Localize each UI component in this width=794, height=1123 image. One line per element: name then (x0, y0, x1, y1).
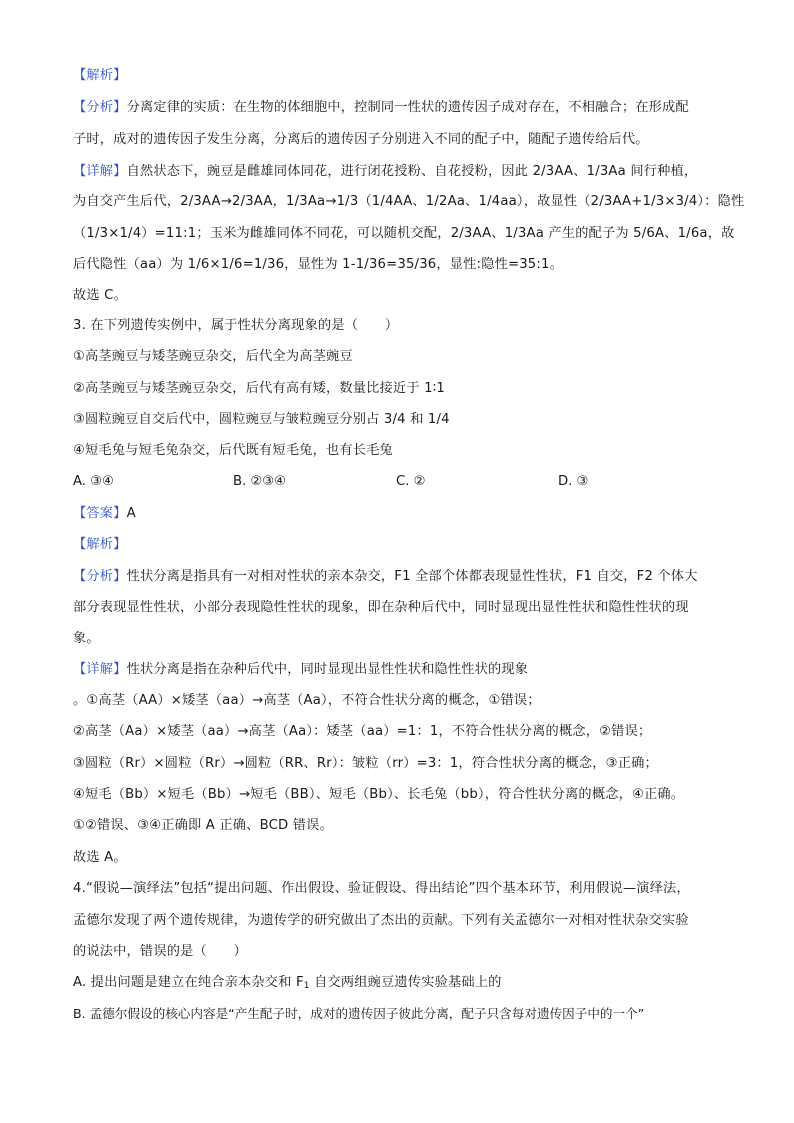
detail-line: 后代隐性（aa）为 1/6×1/6=1/36，显性为 1-1/36=35/36，显性:隐性=35:1。 (73, 257, 564, 272)
analysis-line: 部分表现显性性状，小部分表现隐性性状的现象，即在杂种后代中，同时显现出显性性状和隐性性状的现 (73, 600, 689, 615)
analysis-line: 【分析】性状分离是指具有一对相对性状的亲本杂交，F1 全部个体都表现显性性状，F1 自交，F2 个体大 (73, 569, 698, 584)
question-4-stem: 4.“假说—演绎法”包括“提出问题、作出假设、验证假设、得出结论”四个基本环节，利用假说—演绎法， (73, 881, 690, 896)
analysis-line: 子时，成对的遗传因子发生分离，分离后的遗传因子分别进入不同的配子中，随配子遗传给后代。 (73, 132, 649, 147)
detail-line: 【详解】性状分离是指在杂种后代中，同时显现出显性性状和隐性性状的现象 (73, 662, 529, 677)
detail-line: 为自交产生后代，2/3AA→2/3AA，1/3Aa→1/3（1/4AA、1/2Aa、1/4aa），故显性（2/3AA+1/3×3/4）：隐性 (73, 194, 745, 209)
detail-line: （1/3×1/4）=11:1；玉米为雌雄同体不同花，可以随机交配，2/3AA、1/3Aa 产生的配子为 5/6A、1/6a，故 (73, 226, 735, 241)
detail-line: ②高茎（Aa）×矮茎（aa）→高茎（Aa）：矮茎（aa）=1：1，不符合性状分离的概念，②错误； (73, 724, 652, 739)
option-c: C. ② (396, 474, 426, 489)
analysis-line: 象。 (73, 631, 100, 646)
question-3-item: ④短毛兔与短毛兔杂交，后代既有短毛兔，也有长毛兔 (73, 443, 393, 458)
question-4-option-b: B. 孟德尔假设的核心内容是“产生配子时，成对的遗传因子彼此分离，配子只含每对遗传因子中的一个” (73, 1006, 645, 1021)
analysis-line: 【分析】分离定律的实质：在生物的体细胞中，控制同一性状的遗传因子成对存在，不相融合；在形成配 (73, 100, 689, 115)
detail-line: ④短毛（Bb）×短毛（Bb）→短毛（BB）、短毛（Bb）、长毛兔（bb），符合性状分离的概念，④正确。 (73, 787, 685, 802)
question-4-stem: 的说法中，错误的是（ ） (73, 944, 248, 959)
conclusion-line: 故选 C。 (73, 288, 127, 303)
question-3-item: ①高茎豌豆与矮茎豌豆杂交，后代全为高茎豌豆 (73, 349, 353, 364)
question-3-options (0, 472, 794, 492)
question-4-stem: 孟德尔发现了两个遗传规律，为遗传学的研究做出了杰出的贡献。下列有关孟德尔一对相对性状杂交实验 (73, 913, 689, 928)
question-4-option-a: A. 提出问题是建立在纯合亲本杂交和 $F_1$ 自交两组豌豆遗传实验基础上的 (73, 975, 502, 991)
option-a: A. ③④ (73, 474, 114, 489)
option-b: B. ②③④ (233, 474, 286, 489)
detail-line: 。①高茎（AA）×矮茎（aa）→高茎（Aa），不符合性状分离的概念，①错误； (73, 693, 541, 708)
answer-line: 【答案】A (73, 506, 136, 521)
detail-line: 【详解】自然状态下，豌豆是雌雄同体同花，进行闭花授粉、自花授粉，因此 2/3AA、1/3Aa 间行种植， (73, 164, 698, 179)
question-3-item: ③圆粒豌豆自交后代中，圆粒豌豆与皱粒豌豆分别占 3/4 和 1/4 (73, 412, 450, 427)
option-d: D. ③ (558, 474, 589, 489)
question-3-stem: 3. 在下列遗传实例中，属于性状分离现象的是（ ） (73, 318, 399, 333)
analysis-heading: 【解析】 (73, 537, 127, 552)
conclusion-line: 故选 A。 (73, 850, 127, 865)
analysis-heading: 【解析】 (73, 68, 127, 83)
question-3-item: ②高茎豌豆与矮茎豌豆杂交，后代有高有矮，数量比接近于 1∶1 (73, 381, 445, 396)
detail-line: ③圆粒（Rr）×圆粒（Rr）→圆粒（RR、Rr）：皱粒（rr）=3：1，符合性状分离的概念，③正确； (73, 756, 658, 771)
detail-line: ①②错误、③④正确即 A 正确、BCD 错误。 (73, 818, 333, 833)
